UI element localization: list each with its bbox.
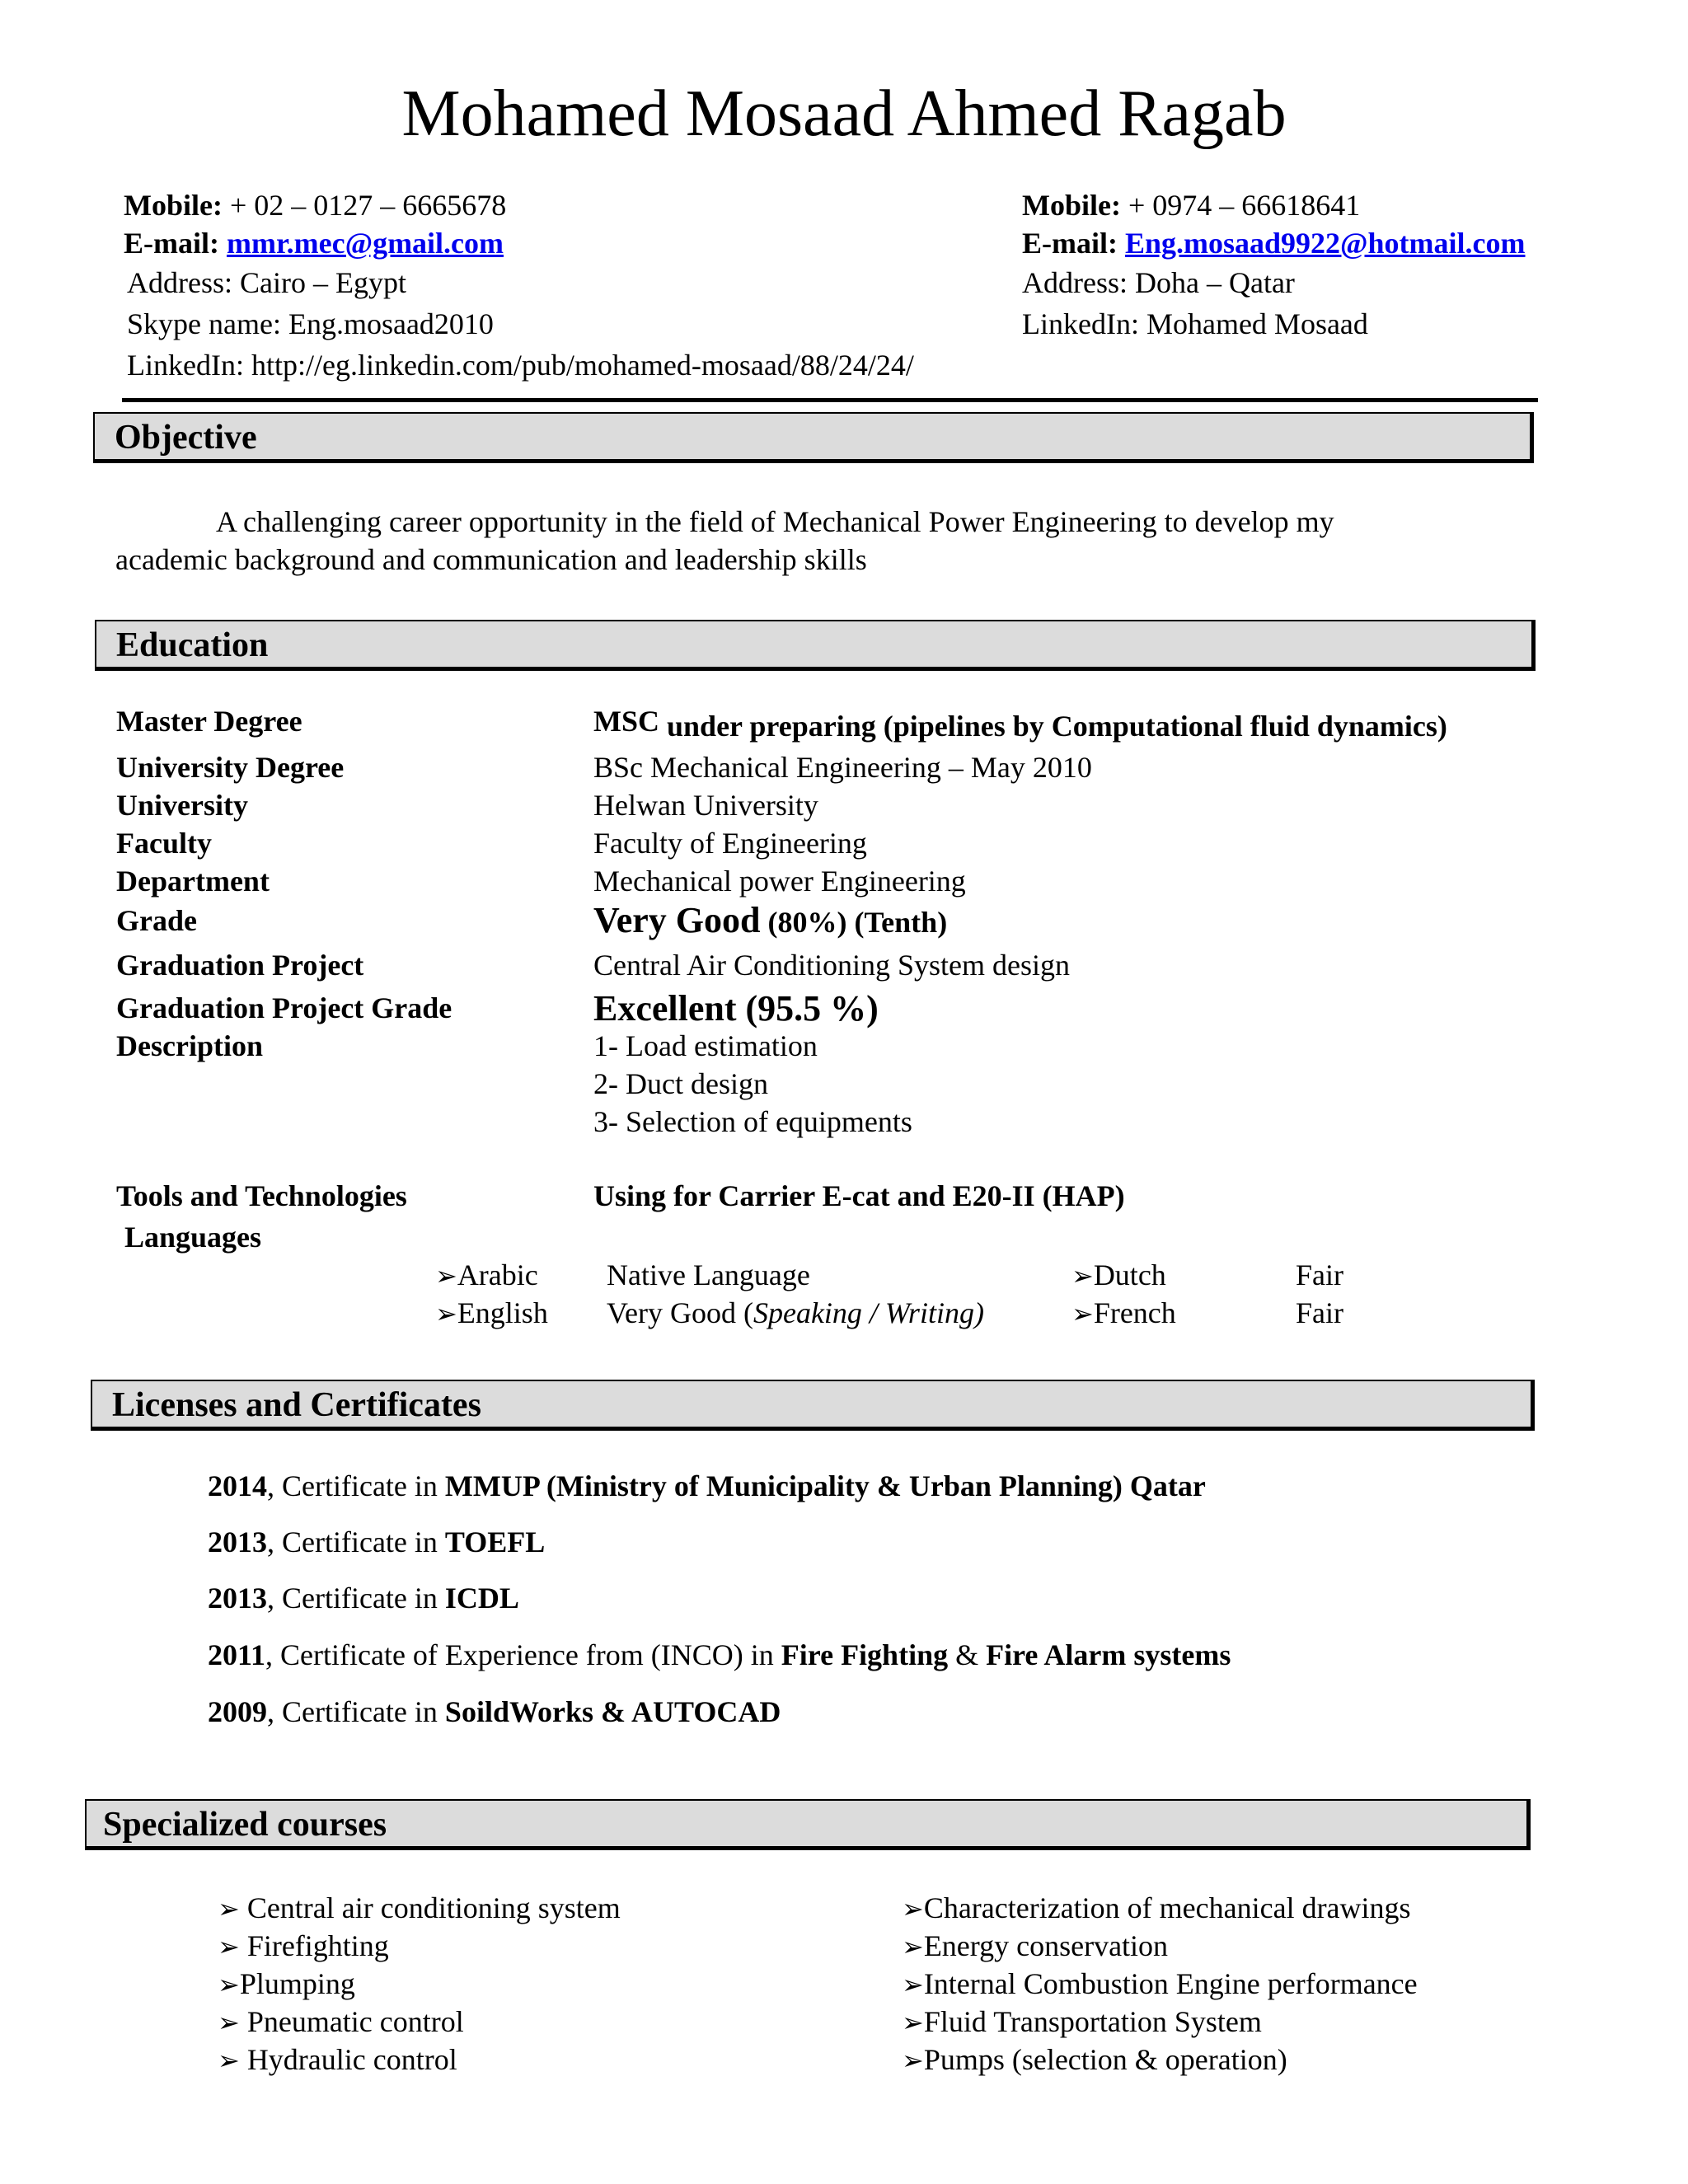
section-title: Education: [116, 626, 269, 664]
language-name-english: [435, 1294, 548, 1333]
edu-label-tools: Tools and Technologies: [116, 1179, 407, 1212]
edu-label-faculty: Faculty: [116, 827, 212, 860]
objective-line-1: A challenging career opportunity in the field of Mechanical Power Engineering to develop my: [216, 505, 1334, 538]
certificate-text: , Certificate in: [267, 1469, 445, 1502]
arrowhead-bullet-icon: ➢: [902, 2007, 924, 2038]
edu-label-university-degree: University Degree: [116, 751, 345, 784]
skype-name: Skype name: Eng.mosaad2010: [127, 307, 494, 340]
arrowhead-bullet-icon: ➢: [218, 2007, 240, 2038]
edu-value-department: Mechanical power Engineering: [593, 865, 966, 898]
course-item: [218, 1927, 389, 1966]
email-link-hotmail[interactable]: Eng.mosaad9922@hotmail.com: [1124, 227, 1526, 260]
certificate-name: SoildWorks & AUTOCAD: [444, 1695, 781, 1728]
edu-value-graduation-project: Central Air Conditioning System design: [593, 949, 1070, 982]
certificate-text: , Certificate in: [267, 1695, 445, 1728]
grade-percent: (80%): [767, 906, 847, 939]
arrowhead-bullet-icon: ➢: [902, 2045, 924, 2076]
edu-label-languages: Languages: [124, 1221, 262, 1254]
language-name-french: [1071, 1294, 1176, 1333]
section-header-objective: [93, 412, 1534, 463]
course-name: Characterization of mechanical drawings: [923, 1891, 1411, 1924]
arrowhead-bullet-icon: ➢: [1071, 1298, 1094, 1329]
course-name: Hydraulic control: [246, 2043, 457, 2076]
certificate-item: [208, 1467, 1206, 1505]
section-header-licenses: [91, 1380, 1535, 1431]
edu-value-grade: [593, 902, 947, 941]
language-name: French: [1093, 1296, 1176, 1329]
edu-label-master: Master Degree: [116, 705, 302, 738]
certificate-name: Fire Fighting: [781, 1638, 949, 1671]
section-title: Objective: [115, 419, 257, 457]
course-name: Pneumatic control: [246, 2005, 464, 2038]
description-item: 1- Load estimation: [593, 1029, 818, 1062]
email-label: E-mail:: [124, 227, 219, 260]
certificate-year: 2009: [208, 1695, 267, 1728]
contact-email-gmail: [124, 224, 504, 262]
edu-value-university: Helwan University: [593, 789, 818, 822]
description-item: 3- Selection of equipments: [593, 1105, 912, 1138]
course-item: [218, 1889, 621, 1928]
course-name: Internal Combustion Engine performance: [923, 1967, 1418, 2000]
certificate-year: 2011: [208, 1638, 266, 1671]
edu-value-project-grade: Excellent (95.5 %): [593, 988, 879, 1029]
mobile-label: Mobile:: [124, 189, 223, 222]
arrowhead-bullet-icon: ➢: [902, 1893, 924, 1924]
edu-label-project-grade: Graduation Project Grade: [116, 991, 452, 1024]
level-text: Very Good (: [607, 1296, 753, 1329]
arrowhead-bullet-icon: ➢: [218, 1931, 240, 1962]
edu-label-graduation-project: Graduation Project: [116, 949, 364, 982]
language-name-dutch: [1071, 1256, 1166, 1295]
section-header-education: [95, 620, 1536, 671]
arrowhead-bullet-icon: ➢: [902, 1931, 924, 1962]
grade-rating: Very Good: [593, 900, 761, 940]
certificate-text: , Certificate of Experience from (INCO) in: [265, 1638, 781, 1671]
language-level-dutch: Fair: [1296, 1258, 1343, 1291]
certificate-year: 2013: [208, 1526, 267, 1558]
section-title: Licenses and Certificates: [112, 1386, 481, 1424]
certificate-name: TOEFL: [444, 1526, 546, 1558]
course-item: [218, 2041, 457, 2079]
certificate-year: 2013: [208, 1582, 267, 1615]
arrowhead-bullet-icon: ➢: [218, 1893, 240, 1924]
email-link-gmail[interactable]: mmr.mec@gmail.com: [226, 227, 504, 260]
language-name: English: [457, 1296, 548, 1329]
arrowhead-bullet-icon: ➢: [1071, 1260, 1094, 1291]
mobile-value: + 0974 – 66618641: [1128, 189, 1361, 222]
address-qatar: Address: Doha – Qatar: [1022, 266, 1295, 299]
section-header-courses: [85, 1799, 1531, 1850]
candidate-name: Mohamed Mosaad Ahmed Ragab: [401, 77, 1287, 150]
language-level-english: [607, 1294, 984, 1332]
mobile-label: Mobile:: [1022, 189, 1121, 222]
course-item: [902, 2003, 1262, 2041]
header-divider: [122, 398, 1538, 402]
language-name-arabic: [435, 1256, 538, 1295]
certificate-item: [208, 1636, 1231, 1674]
linkedin-url: LinkedIn: http://eg.linkedin.com/pub/mohamed-mosaad/88/24/24/: [127, 349, 914, 382]
course-item: [902, 2041, 1287, 2079]
edu-value-faculty: Faculty of Engineering: [593, 827, 867, 860]
certificate-text: , Certificate in: [267, 1526, 445, 1558]
course-item: [902, 1927, 1168, 1966]
objective-line-2: academic background and communication and leadership skills: [115, 543, 867, 576]
arrowhead-bullet-icon: ➢: [218, 2045, 240, 2076]
grade-rank: (Tenth): [854, 906, 948, 939]
course-name: Fluid Transportation System: [923, 2005, 1262, 2038]
course-item: [218, 1965, 355, 2004]
edu-value-tools: Using for Carrier E-cat and E20-II (HAP): [593, 1179, 1125, 1212]
level-detail: Speaking / Writing): [753, 1296, 984, 1329]
email-label: E-mail:: [1022, 227, 1118, 260]
contact-email-hotmail: [1022, 224, 1526, 262]
linkedin-name: LinkedIn: Mohamed Mosaad: [1022, 307, 1368, 340]
edu-label-university: University: [116, 789, 248, 822]
certificate-text: &: [948, 1638, 987, 1671]
course-name: Central air conditioning system: [246, 1891, 621, 1924]
language-level-arabic: Native Language: [607, 1258, 810, 1291]
certificate-year: 2014: [208, 1469, 267, 1502]
edu-label-grade: Grade: [116, 904, 197, 937]
course-name: Energy conservation: [923, 1929, 1169, 1962]
arrowhead-bullet-icon: ➢: [902, 1969, 924, 2000]
language-name: Dutch: [1093, 1258, 1166, 1291]
master-degree-detail: under preparing (pipelines by Computational fluid dynamics): [667, 710, 1447, 743]
certificate-item: [208, 1523, 545, 1561]
address-egypt: Address: Cairo – Egypt: [127, 266, 406, 299]
mobile-value: + 02 – 0127 – 6665678: [229, 189, 507, 222]
arrowhead-bullet-icon: ➢: [435, 1298, 457, 1329]
course-name: Firefighting: [246, 1929, 389, 1962]
edu-value-master: [593, 702, 1447, 743]
contact-mobile-qatar: [1022, 186, 1360, 224]
contact-mobile-egypt: [124, 186, 506, 224]
certificate-name: MMUP (Ministry of Municipality & Urban Planning) Qatar: [444, 1469, 1206, 1502]
certificate-text: , Certificate in: [267, 1582, 445, 1615]
section-title: Specialized courses: [103, 1806, 387, 1844]
arrowhead-bullet-icon: ➢: [435, 1260, 457, 1291]
certificate-name: ICDL: [444, 1582, 519, 1615]
certificate-item: [208, 1693, 781, 1731]
arrowhead-bullet-icon: ➢: [218, 1969, 240, 2000]
certificate-name: Fire Alarm systems: [986, 1638, 1231, 1671]
course-item: [902, 1965, 1418, 2004]
edu-label-department: Department: [116, 865, 270, 898]
course-name: Pumps (selection & operation): [923, 2043, 1287, 2076]
certificate-item: [208, 1579, 519, 1617]
language-level-french: Fair: [1296, 1296, 1343, 1329]
course-name: Plumping: [239, 1967, 355, 2000]
master-degree-title: MSC: [593, 705, 659, 738]
course-item: [218, 2003, 464, 2041]
description-item: 2- Duct design: [593, 1067, 768, 1100]
edu-value-university-degree: BSc Mechanical Engineering – May 2010: [593, 751, 1092, 784]
edu-label-description: Description: [116, 1029, 263, 1062]
course-item: [902, 1889, 1411, 1928]
language-name: Arabic: [457, 1258, 538, 1291]
